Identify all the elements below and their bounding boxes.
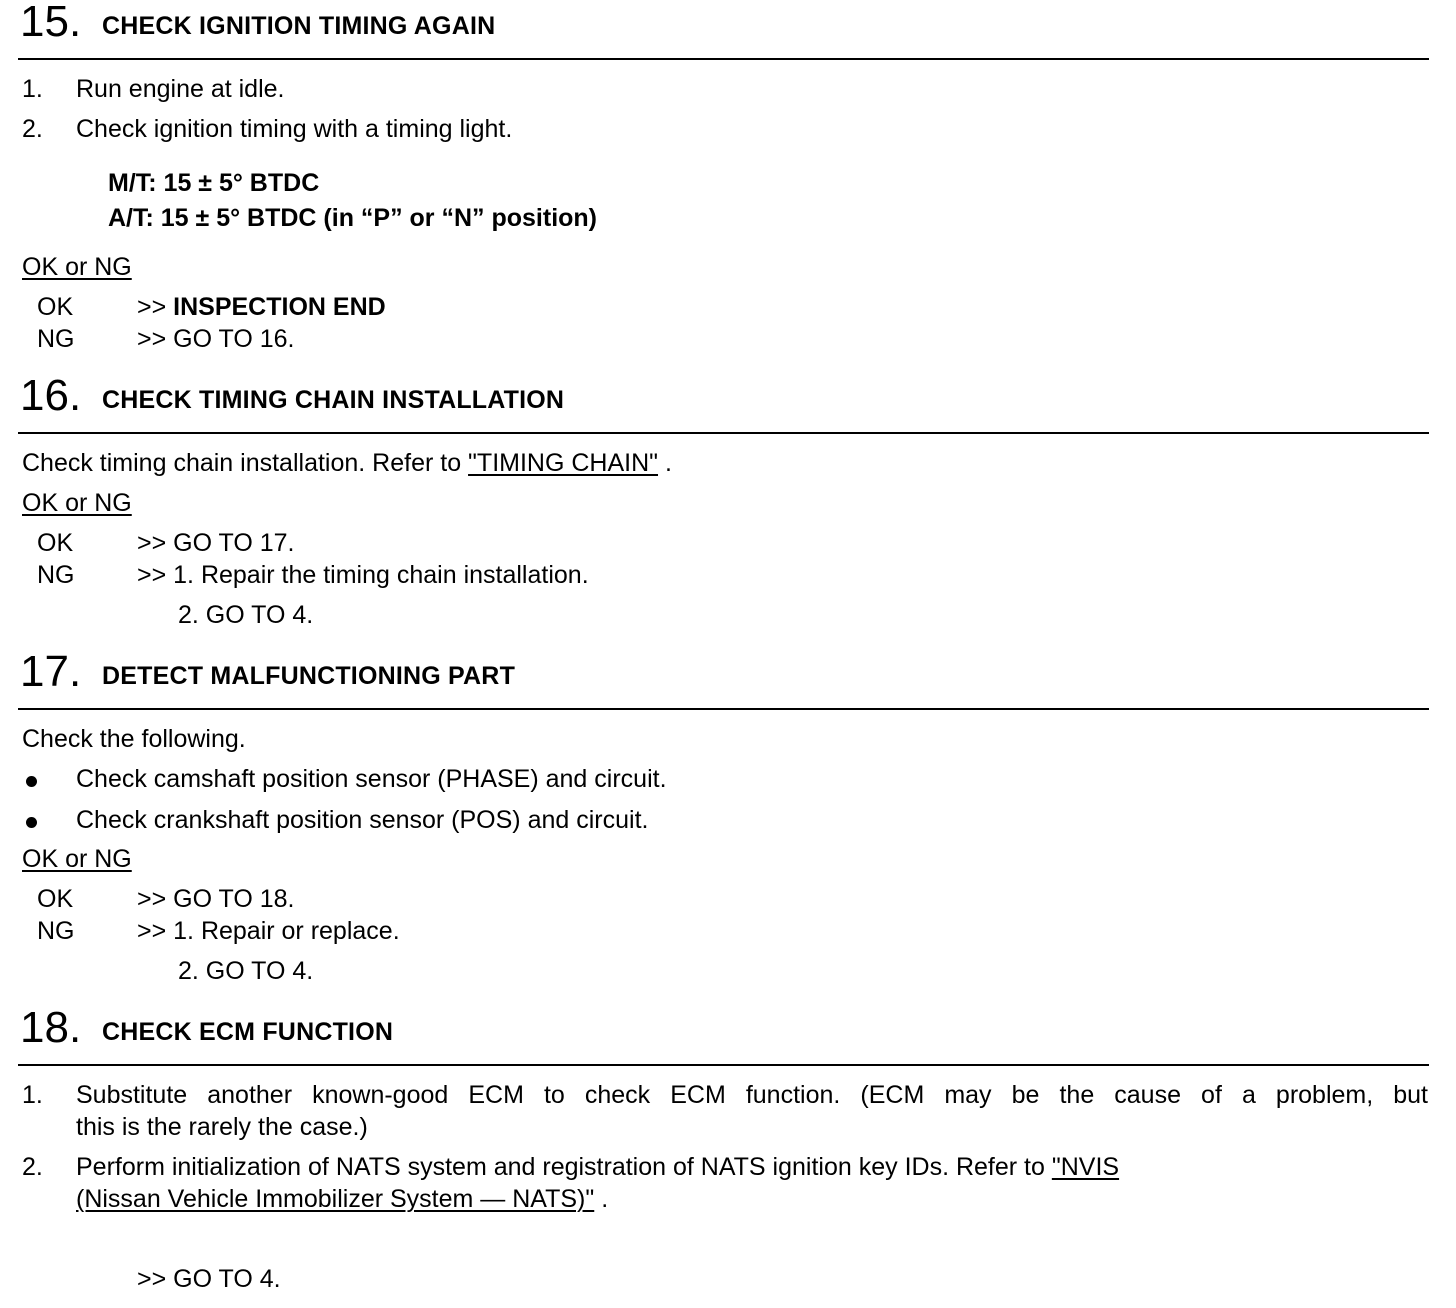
ng-action: >> GO TO 16.: [137, 325, 295, 353]
step-header: [20, 647, 1428, 696]
ng-label: NG: [37, 561, 75, 589]
nvis-link-continued[interactable]: (Nissan Vehicle Immobilizer System — NATS)": [76, 1185, 595, 1213]
divider: [18, 58, 1429, 60]
spec-line: M/T: 15 ± 5° BTDC: [108, 169, 320, 197]
ok-action: [137, 292, 386, 322]
list-number: 1.: [22, 1081, 43, 1109]
list-number: 2.: [22, 1153, 43, 1181]
step-number: 15.: [20, 0, 82, 46]
step-header: [20, 371, 1428, 420]
ng-action: >> 1. Repair the timing chain installation.: [137, 561, 589, 589]
result-heading: OK or NG: [22, 253, 132, 281]
step-title: CHECK IGNITION TIMING AGAIN: [102, 12, 496, 40]
instruction-text-after: .: [658, 449, 672, 477]
ok-label: OK: [37, 293, 74, 321]
ok-action-text: INSPECTION END: [173, 293, 386, 321]
bullet-item: Check camshaft position sensor (PHASE) and circuit.: [76, 765, 667, 793]
step-number: 17.: [20, 647, 82, 696]
ng-label: NG: [37, 325, 75, 353]
ng-action: >> 1. Repair or replace.: [137, 917, 400, 945]
step-title: CHECK ECM FUNCTION: [102, 1018, 394, 1046]
ok-action: >> GO TO 18.: [137, 885, 295, 913]
list-item-text: Perform initialization of NATS system and registration of NATS ignition key IDs. Refer to: [76, 1153, 1052, 1181]
nvis-link[interactable]: "NVIS: [1051, 1153, 1120, 1181]
ok-label: OK: [37, 885, 74, 913]
list-item: Run engine at idle.: [76, 75, 285, 103]
ng-label: NG: [37, 917, 75, 945]
list-item: [76, 1152, 1119, 1182]
list-item: Substitute another known-good ECM to check ECM function. (ECM may be the cause of a problem, but: [76, 1081, 1428, 1109]
list-number: 1.: [22, 75, 43, 103]
final-action: >> GO TO 4.: [137, 1265, 281, 1293]
list-number: 2.: [22, 115, 43, 143]
ok-label: OK: [37, 529, 74, 557]
ng-action-2: 2. GO TO 4.: [178, 601, 314, 629]
ok-action: >> GO TO 17.: [137, 529, 295, 557]
instruction-text-before: Check timing chain installation. Refer to: [22, 449, 469, 477]
divider: [18, 708, 1429, 710]
list-item-continued: this is the rarely the case.): [76, 1113, 368, 1141]
step-title: CHECK TIMING CHAIN INSTALLATION: [102, 386, 565, 414]
step-header: [22, 0, 1428, 46]
divider: [18, 432, 1429, 434]
bullet-icon: [26, 776, 37, 787]
list-item: Check ignition timing with a timing light.: [76, 115, 513, 143]
spec-line: A/T: 15 ± 5° BTDC (in “P” or “N” position): [108, 204, 598, 232]
bullet-icon: [26, 817, 37, 828]
bullet-item: Check crankshaft position sensor (POS) and circuit.: [76, 806, 649, 834]
step-number: 18.: [20, 1003, 82, 1052]
timing-chain-link[interactable]: "TIMING CHAIN": [468, 449, 659, 477]
intro-text: Check the following.: [22, 725, 246, 753]
ok-prefix: >>: [137, 293, 167, 321]
ng-action-2: 2. GO TO 4.: [178, 957, 314, 985]
result-heading: OK or NG: [22, 489, 132, 517]
divider: [18, 1064, 1429, 1066]
list-item-continued: [76, 1184, 608, 1214]
step-title: DETECT MALFUNCTIONING PART: [102, 662, 516, 690]
instruction-text: [22, 448, 672, 478]
result-heading: OK or NG: [22, 845, 132, 873]
step-header: [20, 1003, 1428, 1052]
list-item-after: .: [594, 1185, 609, 1213]
step-number: 16.: [20, 371, 82, 420]
